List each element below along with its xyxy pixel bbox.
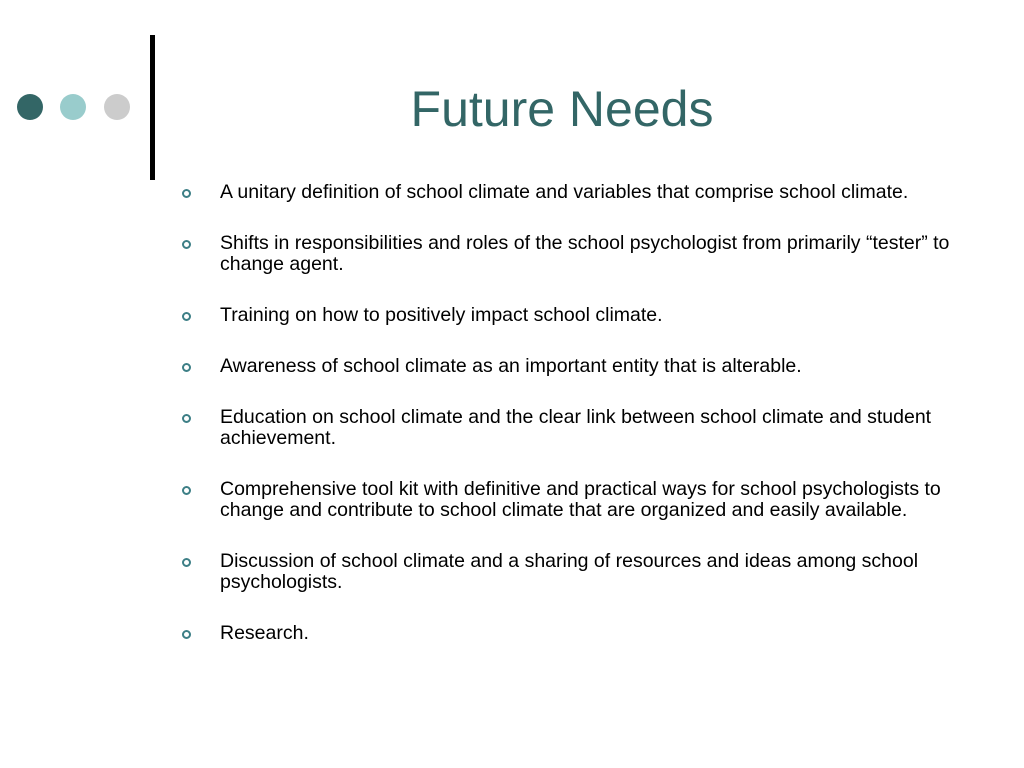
slide-title: Future Needs	[410, 81, 714, 137]
bullet-item	[180, 407, 950, 449]
bullet-item	[180, 551, 950, 593]
bullet-item	[180, 233, 950, 275]
title-divider-bar	[150, 35, 155, 180]
bullet-item	[180, 356, 950, 377]
bullet-item	[180, 479, 950, 521]
bullet-item	[180, 623, 950, 644]
bullet-circle-icon	[182, 630, 191, 639]
decorative-dot-gray	[104, 94, 130, 120]
bullet-text: Discussion of school climate and a sharing of resources and ideas among school psychologists.	[220, 550, 919, 593]
bullet-circle-icon	[182, 189, 191, 198]
bullet-item	[180, 305, 950, 326]
bullet-text: Awareness of school climate as an important entity that is alterable.	[220, 355, 802, 377]
bullet-text: Education on school climate and the clear link between school climate and student achievement.	[220, 406, 932, 449]
bullet-text: Shifts in responsibilities and roles of the school psychologist from primarily “tester” to change agent.	[220, 232, 950, 275]
bullet-circle-icon	[182, 312, 191, 321]
bullet-circle-icon	[182, 240, 191, 249]
decorative-dot-dark	[17, 94, 43, 120]
bullet-text: Research.	[220, 622, 309, 644]
bullet-circle-icon	[182, 414, 191, 423]
bullet-circle-icon	[182, 558, 191, 567]
decorative-dot-teal	[60, 94, 86, 120]
bullet-text: Comprehensive tool kit with definitive and practical ways for school psychologists to change and contribute to school climate that are organized and easily available.	[220, 478, 941, 521]
bullet-text: A unitary definition of school climate and variables that comprise school climate.	[220, 181, 909, 203]
bullet-circle-icon	[182, 486, 191, 495]
bullet-text: Training on how to positively impact school climate.	[220, 304, 663, 326]
bullet-list	[180, 182, 950, 674]
bullet-item	[180, 182, 950, 203]
bullet-circle-icon	[182, 363, 191, 372]
